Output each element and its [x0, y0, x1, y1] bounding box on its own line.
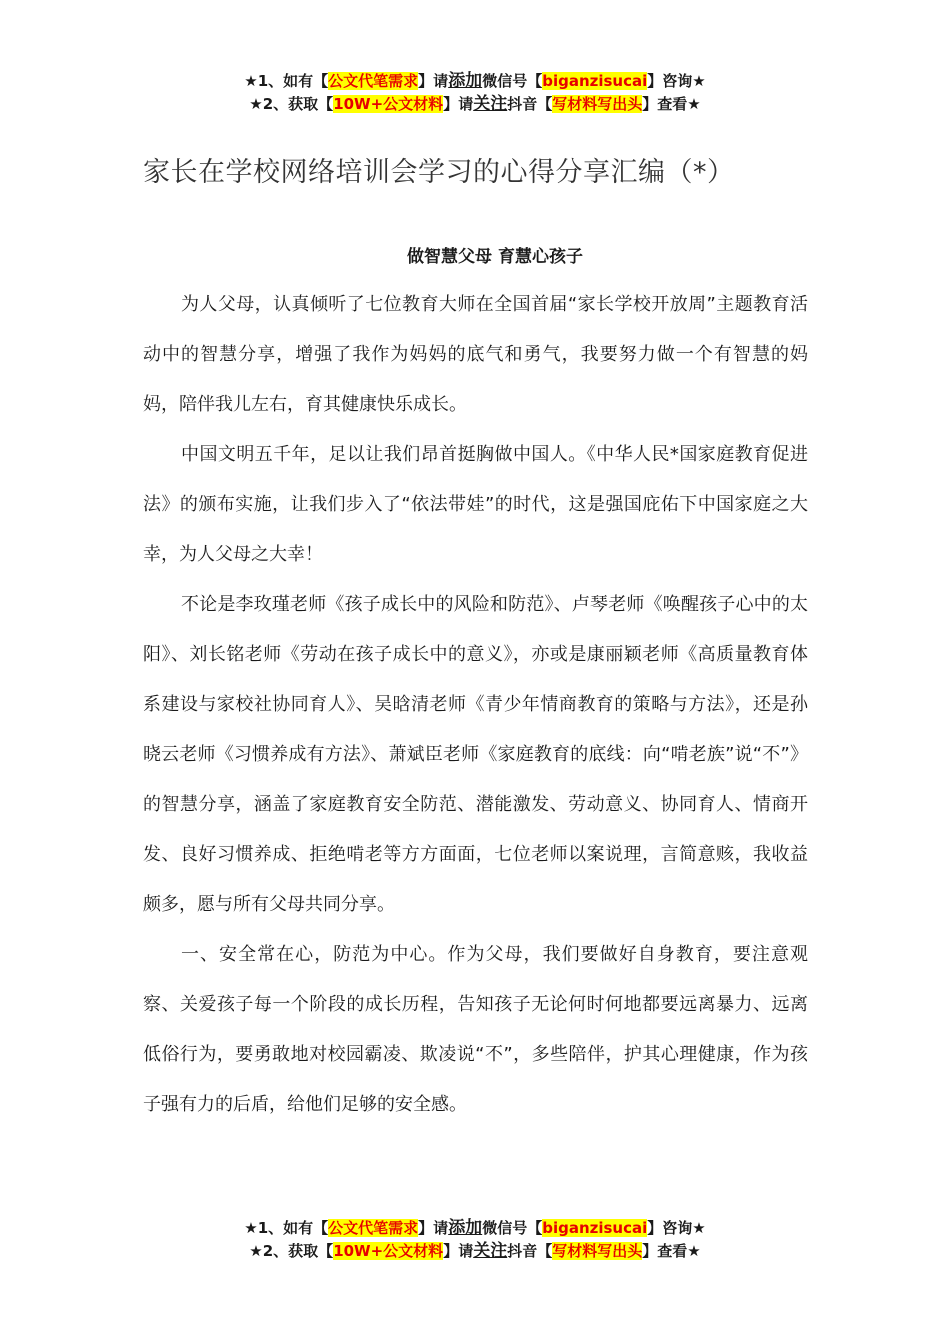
highlight-douyin-account: 写材料写出头	[552, 95, 643, 113]
highlight-wechat-id: biganzisucai	[542, 72, 648, 90]
highlight-wechat-id: biganzisucai	[542, 1219, 648, 1237]
paragraph: 一、安全常在心，防范为中心。作为父母，我们要做好自身教育，要注意观察、关爱孩子每一个阶段的成长历程，告知孩子无论何时何地都要远离暴力、远离低俗行为，要勇敢地对校园霸凌、欺凌说“不”，多些陪伴，护其心理健康，作为孩子强有力的后盾，给他们足够的安全感。	[143, 944, 808, 1115]
highlight-ghostwriting: 公文代笔需求	[328, 1219, 419, 1237]
document-body	[143, 280, 808, 1130]
paragraph: 中国文明五千年，足以让我们昂首挺胸做中国人。《中华人民*国家庭教育促进法》的颁布实施，让我们步入了“依法带娃”的时代，这是强国庇佑下中国家庭之大幸，为人父母之大幸！	[143, 444, 808, 565]
banner-line-2: ★2、获取【10W+公文材料】请关注抖音【写材料写出头】查看★	[249, 1241, 701, 1261]
banner-line-1: ★1、如有【公文代笔需求】请添加微信号【biganzisucai】咨询★	[244, 1218, 706, 1238]
section-subtitle: 做智慧父母 育慧心孩子	[407, 247, 583, 267]
paragraph: 不论是李玫瑾老师《孩子成长中的风险和防范》、卢琴老师《唤醒孩子心中的太阳》、刘长铭老师《劳动在孩子成长中的意义》，亦或是康丽颖老师《高质量教育体系建设与家校社协同育人》、吴晗清老师《青少年情商教育的策略与方法》，还是孙晓云老师《习惯养成有方法》、萧斌臣老师《家庭教育的底线：向“啃老族”说“不”》的智慧分享，涵盖了家庭教育安全防范、潜能激发、劳动意义、协同育人、情商开发、良好习惯养成、拒绝啃老等方方面面，七位老师以案说理，言简意赅，我收益颇多，愿与所有父母共同分享。	[143, 594, 808, 915]
highlight-ghostwriting: 公文代笔需求	[328, 72, 419, 90]
banner-line-1: ★1、如有【公文代笔需求】请添加微信号【biganzisucai】咨询★	[244, 71, 706, 91]
highlight-douyin-account: 写材料写出头	[552, 1242, 643, 1260]
footer-banner	[0, 1217, 950, 1263]
banner-line-2: ★2、获取【10W+公文材料】请关注抖音【写材料写出头】查看★	[249, 94, 701, 114]
document-title: 家长在学校网络培训会学习的心得分享汇编（*）	[143, 157, 735, 188]
paragraph: 为人父母，认真倾听了七位教育大师在全国首届“家长学校开放周”主题教育活动中的智慧分享，增强了我作为妈妈的底气和勇气，我要努力做一个有智慧的妈妈，陪伴我儿左右，育其健康快乐成长。	[143, 294, 808, 415]
header-banner	[0, 70, 950, 116]
highlight-materials: 10W+公文材料	[333, 1242, 444, 1260]
highlight-materials: 10W+公文材料	[333, 95, 444, 113]
